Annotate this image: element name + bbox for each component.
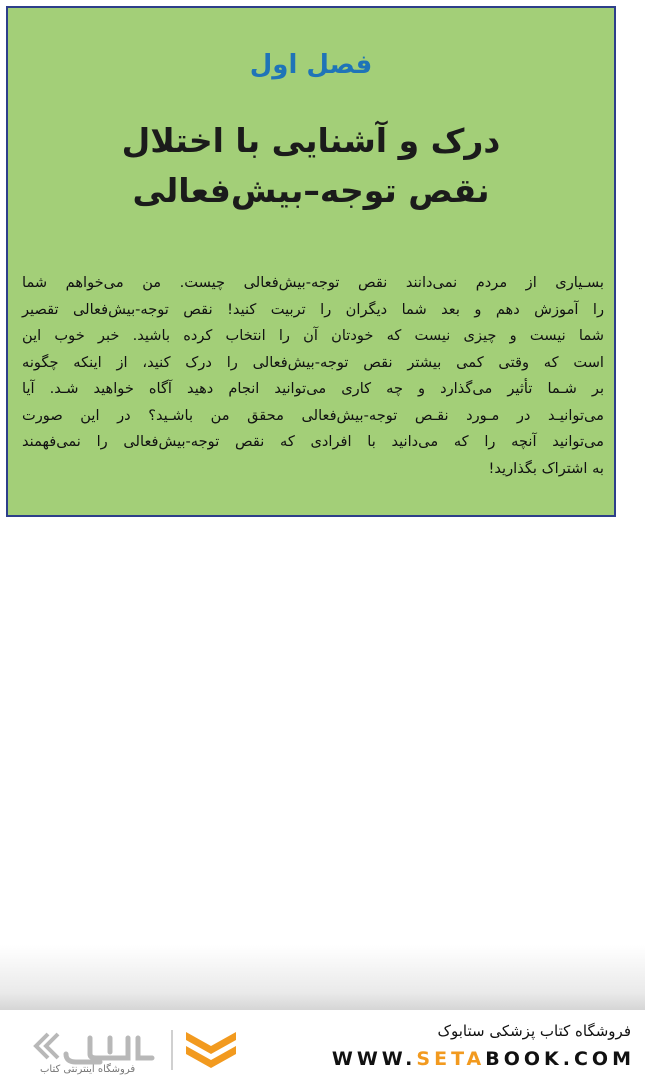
chapter-title [8, 116, 614, 216]
body-line: می‌توانید آنچه را که می‌دانید با افرادی که نقص توجه-بیش‌فعالی را نمی‌فهمند [22, 433, 604, 450]
url-prefix: WWW. [331, 1048, 417, 1070]
chapter-label: فصل اول [249, 50, 373, 80]
body-line: به اشتراک بگذارید! [488, 459, 604, 477]
body-line: بسـیاری از مردم نمی‌دانند نقص توجه-بیش‌فعالی چیست. من می‌خواهم شما [22, 274, 604, 291]
logo-subtitle: فروشگاه اینترنتی کتاب [40, 1064, 136, 1075]
store-name: فروشگاه کتاب پزشکی ستابوک [437, 1022, 631, 1040]
url-highlight: SETA [416, 1048, 486, 1070]
body-line: بر شـما تأثیر می‌گذارد و چه کاری می‌توانید انجام دهید آگاه خواهید شـد. آیا [22, 380, 604, 397]
chapter-body [22, 270, 604, 482]
chapter-title-line-1: درک و آشنایی با اختلال [121, 121, 501, 160]
body-line: است که وقتی کمی بیشتر نقص توجه-بیش‌فعالی را درک کنید، از اینکه چگونه [22, 353, 604, 371]
footer-shadow [0, 945, 645, 1013]
store-url[interactable] [332, 1048, 635, 1070]
body-line: را آموزش دهم و بعد شما دیگران را تربیت کنید! نقص توجه-بیش‌فعالی تقصیر [22, 300, 604, 318]
chevron-left-icon [36, 1034, 58, 1058]
body-line: می‌توانیـد در مـورد نقـص توجه-بیش‌فعالی محقق من باشـید؟ در این صورت [22, 406, 604, 424]
chapter-box [6, 6, 616, 517]
body-line: شما نیست و چیزی نیست که خودتان آن را انتخاب کرده باشید. خبر خوب این [22, 327, 604, 344]
chapter-title-line-2: نقص توجه–بیش‌فعالی [132, 171, 490, 210]
logo-wordmark [66, 1038, 152, 1062]
url-suffix: BOOK.COM [485, 1048, 635, 1070]
footer [0, 1010, 645, 1080]
book-chevron-icon [186, 1032, 236, 1068]
